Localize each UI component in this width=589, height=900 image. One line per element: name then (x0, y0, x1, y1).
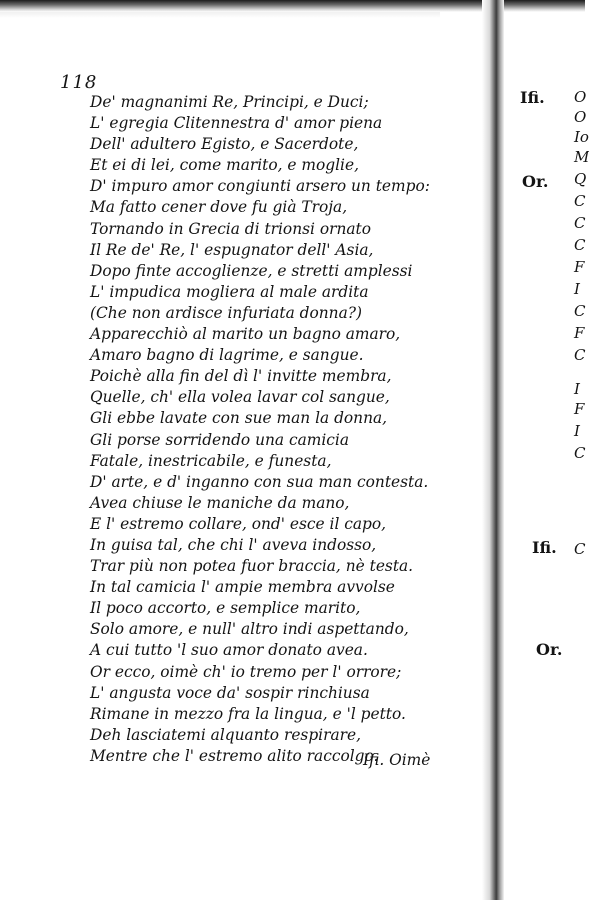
text-fragment: F (574, 258, 585, 276)
verse-line: Or ecco, oimè ch' io tremo per l' orrore; (90, 662, 402, 681)
text-fragment: C (574, 192, 586, 210)
verse-line: Gli ebbe lavate con sue man la donna, (90, 409, 388, 428)
verse-line: D' arte, e d' inganno con sua man contesta. (90, 472, 429, 491)
text-fragment: O (574, 108, 587, 126)
verse-line: Rimane in mezzo fra la lingua, e 'l petto. (90, 704, 406, 723)
verse-line: In tal camicia l' ampie membra avvolse (90, 578, 395, 597)
text-fragment: Q (574, 170, 587, 188)
speaker-label: Or. (536, 640, 563, 659)
text-fragment: I (574, 380, 580, 398)
verse-line: L' egregia Clitennestra d' amor piena (90, 114, 383, 133)
verse-line: Il poco accorto, e semplice marito, (90, 599, 361, 618)
verse-block (90, 92, 480, 767)
verse-line: In guisa tal, che chi l' aveva indosso, (90, 535, 377, 554)
verse-line: Il Re de' Re, l' espugnator dell' Asia, (90, 240, 374, 259)
verse-line: D' impuro amor congiunti arsero un tempo: (90, 177, 430, 196)
text-fragment: I (574, 280, 580, 298)
verse-line: Avea chiuse le maniche da mano, (90, 493, 350, 512)
text-fragment: C (574, 236, 586, 254)
text-fragment: O (574, 88, 587, 106)
speaker-label: Or. (522, 172, 549, 191)
verse-line: Amaro bagno di lagrime, e sangue. (90, 346, 364, 365)
text-fragment: Io (574, 128, 589, 146)
text-fragment: I (574, 422, 580, 440)
text-fragment: F (574, 324, 585, 342)
text-fragment: M (574, 148, 589, 166)
text-fragment: C (574, 302, 586, 320)
text-fragment: C (574, 540, 586, 558)
speaker-label: Ifi. (520, 88, 545, 107)
speaker-label: Ifi. (532, 538, 557, 557)
verse-line: De' magnanimi Re, Principi, e Duci; (90, 93, 369, 111)
catchword: Ifi. Oimè (363, 751, 431, 769)
verse-line: Dopo finte accoglienze, e stretti amplessi (90, 261, 413, 280)
verse-line: Ma fatto cener dove fu già Troja, (90, 198, 348, 217)
verse-line: Dell' adultero Egisto, e Sacerdote, (90, 135, 359, 154)
verse-line: Mentre che l' estremo alito raccolgo. (90, 746, 379, 765)
verse-line: Trar più non potea fuor braccia, nè testa. (90, 557, 414, 576)
verse-line: Gli porse sorridendo una camicia (90, 430, 350, 449)
verse-line: Solo amore, e null' altro indi aspettando, (90, 620, 409, 639)
text-fragment: C (574, 214, 586, 232)
verse-line: Apparecchiò al marito un bagno amaro, (90, 325, 401, 344)
verse-line: Fatale, inestricabile, e funesta, (90, 451, 332, 470)
text-fragment: C (574, 444, 586, 462)
verse-line: Deh lasciatemi alquanto respirare, (90, 725, 361, 744)
text-fragment: F (574, 400, 585, 418)
verse-line: (Che non ardisce infuriata donna?) (90, 303, 363, 322)
right-page (504, 0, 589, 900)
book-gutter (482, 0, 504, 900)
page-number: 118 (60, 72, 98, 93)
verse-line: A cui tutto 'l suo amor donato avea. (90, 641, 368, 660)
verse-line: Et ei di lei, come marito, e moglie, (90, 156, 359, 175)
verse-line: Quelle, ch' ella volea lavar col sangue, (90, 388, 390, 407)
text-fragment: C (574, 346, 586, 364)
verse-line: L' angusta voce da' sospir rinchiusa (90, 683, 370, 702)
verse-line: Poichè alla fin del dì l' invitte membra, (90, 367, 392, 386)
verse-line: E l' estremo collare, ond' esce il capo, (90, 514, 387, 533)
verse-line: Tornando in Grecia di trionsi ornato (90, 219, 371, 238)
verse-line: L' impudica mogliera al male ardita (90, 282, 369, 301)
